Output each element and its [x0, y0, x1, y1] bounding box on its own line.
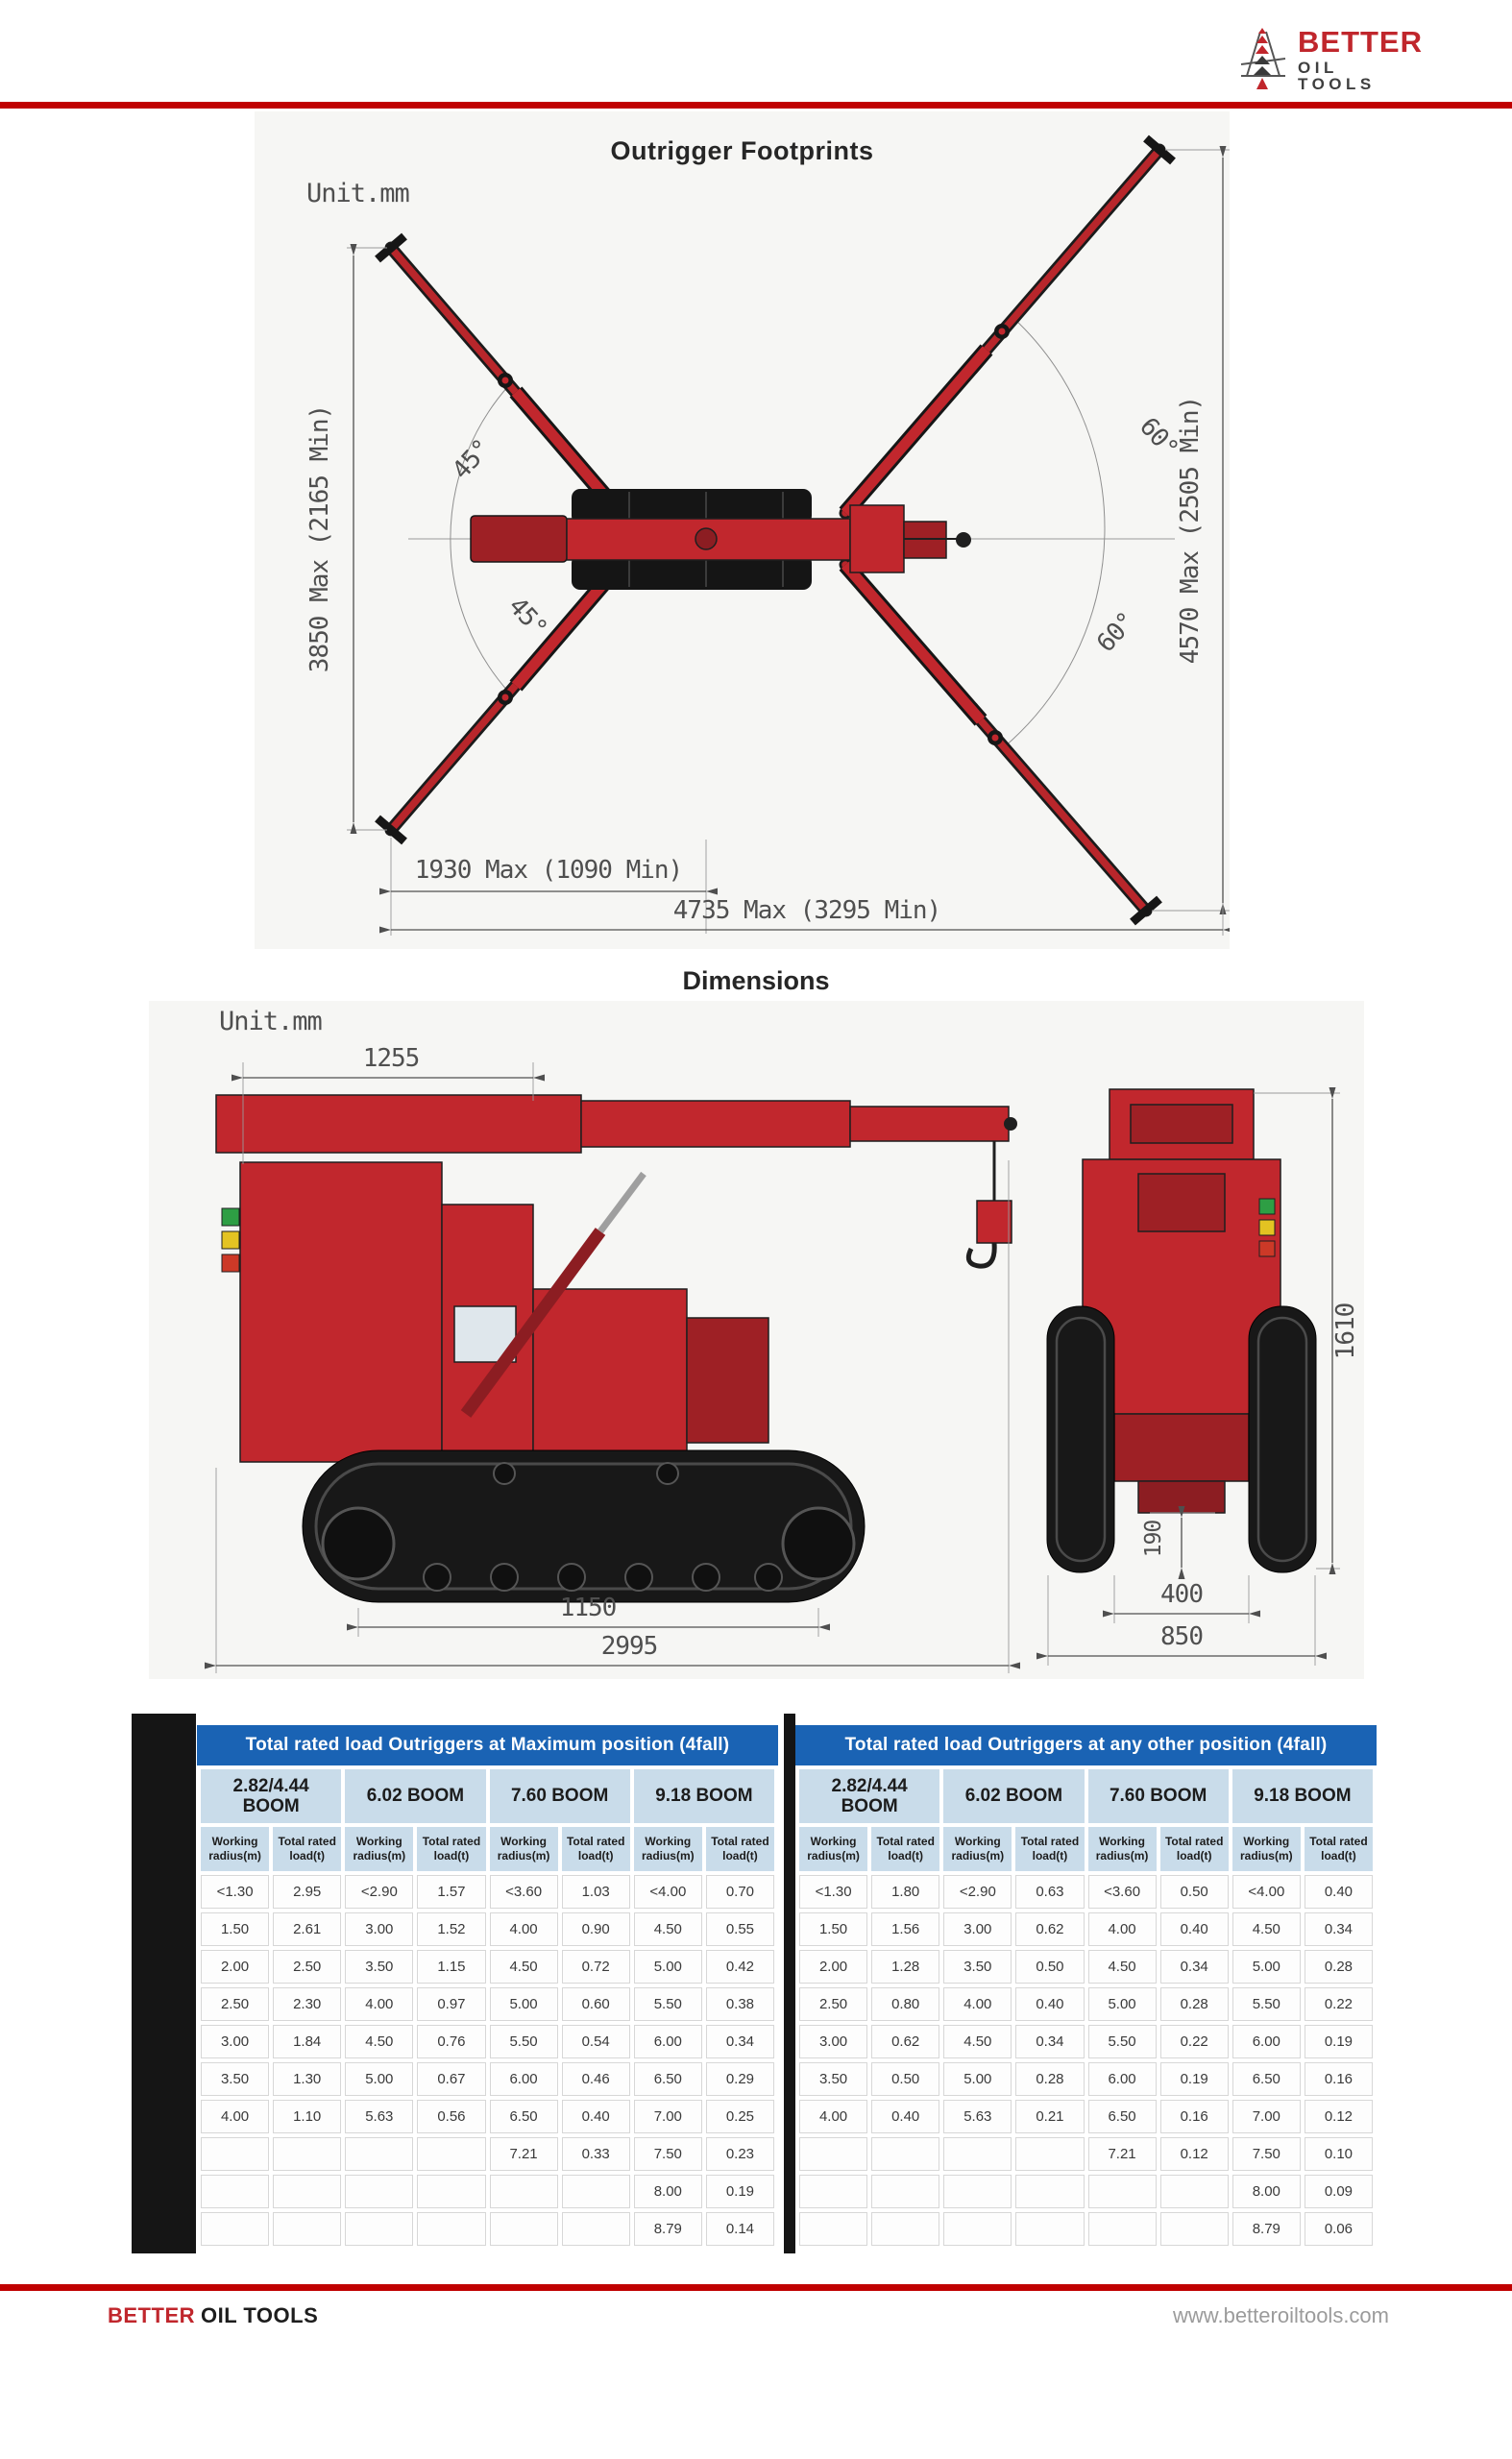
column-header: Total rated load(t) [562, 1827, 630, 1871]
boom-header: 2.82/4.44 BOOM [201, 1769, 341, 1823]
column-header: Total rated load(t) [1015, 1827, 1084, 1871]
table-cell: 0.40 [562, 2100, 630, 2133]
table-cell [799, 2175, 867, 2208]
company-logo [1237, 21, 1423, 98]
table-cell [799, 2212, 867, 2246]
table-cell: 3.00 [345, 1912, 413, 1946]
table-cell [1015, 2137, 1084, 2171]
table-cell [562, 2175, 630, 2208]
column-header: Working radius(m) [490, 1827, 558, 1871]
angle-label: 60° [1091, 607, 1141, 659]
table-cell: 4.00 [1088, 1912, 1157, 1946]
table-row [799, 1875, 1373, 1909]
table-row [201, 2212, 774, 2246]
boom-header: 6.02 BOOM [943, 1769, 1084, 1823]
table-cell: 5.50 [1088, 2025, 1157, 2058]
dim-400-label: 400 [1160, 1580, 1203, 1609]
table-cell [871, 2212, 939, 2246]
table-cell: 6.00 [490, 2062, 558, 2096]
dim-bottom-outer-label: 4735 Max (3295 Min) [672, 896, 941, 925]
column-header: Working radius(m) [345, 1827, 413, 1871]
table-cell [201, 2175, 269, 2208]
column-header: Total rated load(t) [1305, 1827, 1373, 1871]
table-cell: 0.62 [1015, 1912, 1084, 1946]
table-cell: 1.50 [799, 1912, 867, 1946]
table-cell: 4.00 [345, 1987, 413, 2021]
table-cell: 3.50 [799, 2062, 867, 2096]
table-cell: 0.10 [1305, 2137, 1373, 2171]
dimensions-section-title: Dimensions [682, 966, 830, 995]
table-cell: <3.60 [490, 1875, 558, 1909]
table-cell: 0.12 [1305, 2100, 1373, 2133]
table-cell: 0.28 [1160, 1987, 1229, 2021]
table-cell: 0.40 [871, 2100, 939, 2133]
table-cell: 6.50 [634, 2062, 702, 2096]
angle-label: 45° [447, 434, 497, 486]
table-cell: 0.34 [1305, 1912, 1373, 1946]
table-cell: 0.38 [706, 1987, 774, 2021]
table-cell: 0.33 [562, 2137, 630, 2171]
table-cell: 7.50 [634, 2137, 702, 2171]
angle-label: 45° [502, 592, 552, 644]
table-cell: 1.80 [871, 1875, 939, 1909]
table-cell [562, 2212, 630, 2246]
table-cell: 7.21 [1088, 2137, 1157, 2171]
dimensions-diagram [149, 1001, 1364, 1679]
table-cell: 0.40 [1160, 1912, 1229, 1946]
table-cell: 0.23 [706, 2137, 774, 2171]
outrigger-arm-upper-left [378, 236, 620, 513]
table-cell: 0.22 [1305, 1987, 1373, 2021]
table-row [201, 2062, 774, 2096]
dim-190-label: 190 [1141, 1520, 1166, 1558]
table-cell: 4.50 [345, 2025, 413, 2058]
table-cell: 0.12 [1160, 2137, 1229, 2171]
table-row [201, 1875, 774, 1909]
table-row [201, 2100, 774, 2133]
boom-header: 9.18 BOOM [1232, 1769, 1373, 1823]
table-row [799, 2100, 1373, 2133]
table-cell: 0.42 [706, 1950, 774, 1984]
boom-header: 9.18 BOOM [634, 1769, 774, 1823]
dim-right-label: 4570 Max (2505 Min) [1176, 396, 1205, 665]
table-row [799, 2175, 1373, 2208]
table-cell [417, 2137, 485, 2171]
table-cell: <4.00 [1232, 1875, 1301, 1909]
crane-topview-svg [255, 111, 1230, 949]
table-cell: 4.00 [943, 1987, 1012, 2021]
footer-divider [0, 2284, 1512, 2291]
boom-header: 7.60 BOOM [1088, 1769, 1229, 1823]
table-cell: 0.63 [1015, 1875, 1084, 1909]
table-cell: 6.00 [634, 2025, 702, 2058]
table-cell: 0.90 [562, 1912, 630, 1946]
table-cell [1015, 2175, 1084, 2208]
table-cell [1160, 2175, 1229, 2208]
table-cell [799, 2137, 867, 2171]
table-cell: 4.50 [1088, 1950, 1157, 1984]
column-header-row [799, 1827, 1373, 1871]
max-position-table [197, 1725, 778, 2250]
column-header-row [201, 1827, 774, 1871]
table-cell: 0.50 [871, 2062, 939, 2096]
table-cell [201, 2137, 269, 2171]
table-cell: 3.50 [201, 2062, 269, 2096]
footer-brand-name: BETTER [108, 2303, 195, 2327]
table-cell: 2.00 [799, 1950, 867, 1984]
table-cell: 1.03 [562, 1875, 630, 1909]
table-row [799, 1987, 1373, 2021]
other-position-table [795, 1725, 1377, 2250]
table-cell [273, 2212, 341, 2246]
boom-header: 2.82/4.44 BOOM [799, 1769, 939, 1823]
table-cell: 6.50 [1232, 2062, 1301, 2096]
table-cell: 0.56 [417, 2100, 485, 2133]
table-cell: 0.22 [1160, 2025, 1229, 2058]
table-cell [201, 2212, 269, 2246]
table-row [799, 2062, 1373, 2096]
dim-850-label: 850 [1160, 1622, 1203, 1651]
table-cell: 4.50 [1232, 1912, 1301, 1946]
unit-label: Unit.mm [219, 1007, 322, 1036]
table-title: Total rated load Outriggers at Maximum position (4fall) [197, 1725, 778, 1765]
table-cell: 2.50 [273, 1950, 341, 1984]
table-cell: 6.50 [1088, 2100, 1157, 2133]
outrigger-arm-lower-left [378, 565, 620, 841]
table-cell: 8.00 [1232, 2175, 1301, 2208]
unit-label: Unit.mm [306, 179, 409, 208]
table-cell: 0.50 [1160, 1875, 1229, 1909]
table-cell: 7.00 [634, 2100, 702, 2133]
table-cell: 5.63 [345, 2100, 413, 2133]
footer-brand-subname: OIL TOOLS [201, 2303, 319, 2327]
table-cell: 0.70 [706, 1875, 774, 1909]
boom-header-row [201, 1769, 774, 1823]
table-cell: 2.50 [799, 1987, 867, 2021]
table-cell: <1.30 [201, 1875, 269, 1909]
table-cell: 4.00 [799, 2100, 867, 2133]
table-cell: 7.50 [1232, 2137, 1301, 2171]
table-cell [943, 2212, 1012, 2246]
table-cell: 3.50 [943, 1950, 1012, 1984]
table-row [201, 2175, 774, 2208]
table-cell: 1.56 [871, 1912, 939, 1946]
boom-header: 7.60 BOOM [490, 1769, 630, 1823]
table-title: Total rated load Outriggers at any other position (4fall) [795, 1725, 1377, 1765]
column-header: Working radius(m) [1232, 1827, 1301, 1871]
table-cell [490, 2175, 558, 2208]
table-cell: <4.00 [634, 1875, 702, 1909]
dim-2995-label: 2995 [600, 1632, 658, 1661]
table-cell: 0.40 [1305, 1875, 1373, 1909]
table-cell: 0.16 [1305, 2062, 1373, 2096]
table-cell: 1.15 [417, 1950, 485, 1984]
table-cell: 0.50 [1015, 1950, 1084, 1984]
column-header: Working radius(m) [201, 1827, 269, 1871]
table-cell: 5.63 [943, 2100, 1012, 2133]
table-cell: 1.30 [273, 2062, 341, 2096]
table-cell: 7.00 [1232, 2100, 1301, 2133]
table-cell: 2.50 [201, 1987, 269, 2021]
table-cell: 4.50 [490, 1950, 558, 1984]
table-row [799, 2025, 1373, 2058]
table-cell: 5.50 [634, 1987, 702, 2021]
dim-left-label: 3850 Max (2165 Min) [305, 404, 334, 673]
table-cell: 4.00 [201, 2100, 269, 2133]
table-cell: 0.80 [871, 1987, 939, 2021]
table-cell: 3.00 [943, 1912, 1012, 1946]
crane-front-view [1047, 1089, 1316, 1572]
table-cell: 1.57 [417, 1875, 485, 1909]
angle-label: 60° [1134, 412, 1183, 464]
table-cell: <3.60 [1088, 1875, 1157, 1909]
table-cell [490, 2212, 558, 2246]
table-row [799, 1912, 1373, 1946]
dim-bottom-inner-label: 1930 Max (1090 Min) [414, 856, 683, 885]
table-cell: 0.76 [417, 2025, 485, 2058]
table-cell: 6.00 [1088, 2062, 1157, 2096]
table-cell: 0.34 [1015, 2025, 1084, 2058]
table-cell: <2.90 [345, 1875, 413, 1909]
dim-1255-label: 1255 [362, 1044, 420, 1073]
table-cell: 0.06 [1305, 2212, 1373, 2246]
table-cell: 5.00 [943, 2062, 1012, 2096]
table-cell: 5.00 [634, 1950, 702, 1984]
table-cell [417, 2212, 485, 2246]
table-cell [1088, 2175, 1157, 2208]
column-header: Working radius(m) [799, 1827, 867, 1871]
dim-1610-label: 1610 [1331, 1303, 1360, 1360]
accent-band [132, 1714, 196, 2253]
table-cell [1088, 2212, 1157, 2246]
table-cell: 1.10 [273, 2100, 341, 2133]
derrick-icon [1237, 26, 1289, 94]
crane-views-svg [149, 1001, 1364, 1679]
table-cell: 5.00 [345, 2062, 413, 2096]
table-cell: 1.84 [273, 2025, 341, 2058]
table-row [799, 2137, 1373, 2171]
brand-name: BETTER [1298, 25, 1423, 59]
table-cell: 2.00 [201, 1950, 269, 1984]
table-cell: 1.28 [871, 1950, 939, 1984]
table-cell: 1.52 [417, 1912, 485, 1946]
table-cell: 0.72 [562, 1950, 630, 1984]
table-cell: 5.00 [1088, 1987, 1157, 2021]
table-cell: 6.00 [1232, 2025, 1301, 2058]
column-header: Total rated load(t) [1160, 1827, 1229, 1871]
column-header: Working radius(m) [943, 1827, 1012, 1871]
dim-1150-label: 1150 [559, 1594, 617, 1622]
table-cell: 0.25 [706, 2100, 774, 2133]
table-cell: 0.40 [1015, 1987, 1084, 2021]
table-cell: 0.28 [1305, 1950, 1373, 1984]
table-cell: 3.50 [345, 1950, 413, 1984]
outrigger-section-title: Outrigger Footprints [610, 136, 874, 165]
table-cell: 0.19 [706, 2175, 774, 2208]
column-header: Working radius(m) [1088, 1827, 1157, 1871]
table-cell: 0.67 [417, 2062, 485, 2096]
table-cell: 4.50 [943, 2025, 1012, 2058]
table-cell: 0.29 [706, 2062, 774, 2096]
website-url: www.betteroiltools.com [1173, 2303, 1389, 2327]
table-cell: 3.00 [799, 2025, 867, 2058]
table-cell: 0.14 [706, 2212, 774, 2246]
table-cell: 2.61 [273, 1912, 341, 1946]
table-cell [345, 2175, 413, 2208]
table-cell: 0.19 [1305, 2025, 1373, 2058]
table-cell: 6.50 [490, 2100, 558, 2133]
table-cell: 1.50 [201, 1912, 269, 1946]
outrigger-arm-upper-right [845, 138, 1173, 513]
table-row [201, 1987, 774, 2021]
table-cell: 0.46 [562, 2062, 630, 2096]
table-cell: 5.00 [490, 1987, 558, 2021]
table-cell [871, 2175, 939, 2208]
table-cell: 7.21 [490, 2137, 558, 2171]
table-cell: 4.00 [490, 1912, 558, 1946]
table-row [201, 1912, 774, 1946]
table-cell: 2.30 [273, 1987, 341, 2021]
crane-topview [471, 489, 971, 590]
table-cell: 8.00 [634, 2175, 702, 2208]
boom-header-row [799, 1769, 1373, 1823]
table-cell: 0.62 [871, 2025, 939, 2058]
footer-brand [108, 2303, 318, 2328]
column-header: Total rated load(t) [706, 1827, 774, 1871]
table-cell: <1.30 [799, 1875, 867, 1909]
table-cell [345, 2137, 413, 2171]
table-cell: 0.97 [417, 1987, 485, 2021]
table-cell: 8.79 [1232, 2212, 1301, 2246]
table-row [201, 2137, 774, 2171]
header-divider [0, 102, 1512, 109]
table-cell: 0.55 [706, 1912, 774, 1946]
table-cell [345, 2212, 413, 2246]
table-cell [943, 2137, 1012, 2171]
column-header: Total rated load(t) [871, 1827, 939, 1871]
table-cell: <2.90 [943, 1875, 1012, 1909]
table-cell [273, 2175, 341, 2208]
table-row [201, 1950, 774, 1984]
table-cell: 0.54 [562, 2025, 630, 2058]
column-header: Total rated load(t) [273, 1827, 341, 1871]
table-cell: 3.00 [201, 2025, 269, 2058]
table-cell [417, 2175, 485, 2208]
table-cell: 5.50 [1232, 1987, 1301, 2021]
table-cell: 0.28 [1015, 2062, 1084, 2096]
table-cell [943, 2175, 1012, 2208]
boom-header: 6.02 BOOM [345, 1769, 485, 1823]
table-cell: 0.19 [1160, 2062, 1229, 2096]
table-row [799, 1950, 1373, 1984]
table-cell: 8.79 [634, 2212, 702, 2246]
table-cell: 5.00 [1232, 1950, 1301, 1984]
table-row [799, 2212, 1373, 2246]
load-rating-tables [197, 1725, 1377, 2250]
table-cell: 0.21 [1015, 2100, 1084, 2133]
brand-subname: OIL TOOLS [1298, 59, 1376, 93]
table-cell: 0.34 [1160, 1950, 1229, 1984]
table-cell [871, 2137, 939, 2171]
table-row [201, 2025, 774, 2058]
column-header: Total rated load(t) [417, 1827, 485, 1871]
table-cell: 2.95 [273, 1875, 341, 1909]
outrigger-footprints-diagram [255, 111, 1230, 949]
table-cell [1015, 2212, 1084, 2246]
table-cell [1160, 2212, 1229, 2246]
table-cell: 4.50 [634, 1912, 702, 1946]
table-cell: 0.09 [1305, 2175, 1373, 2208]
column-header: Working radius(m) [634, 1827, 702, 1871]
crane-side-view [216, 1095, 1017, 1602]
table-cell: 0.34 [706, 2025, 774, 2058]
table-cell: 0.60 [562, 1987, 630, 2021]
table-cell [273, 2137, 341, 2171]
table-cell: 0.16 [1160, 2100, 1229, 2133]
table-cell: 5.50 [490, 2025, 558, 2058]
